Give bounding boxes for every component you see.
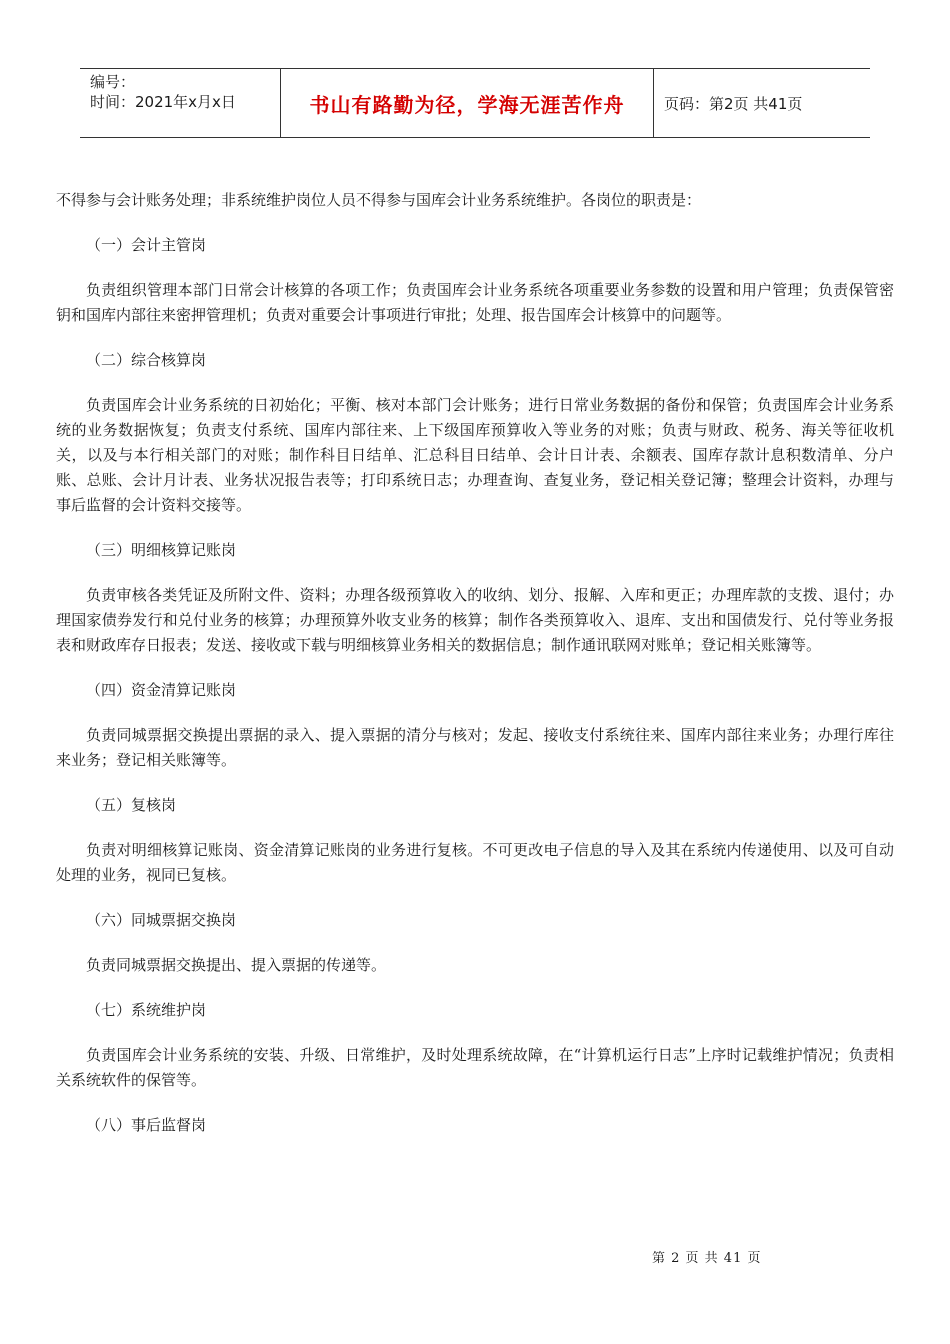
section-heading: （五）复核岗 [86,796,177,814]
section-paragraph: 负责国库会计业务系统的日初始化；平衡、核对本部门会计账务；进行日常业务数据的备份和保管；负责国库会计业务系统的业务数据恢复；负责支付系统、国库内部往来、上下级国库预算收入等业务的对账；负责与财政、税务、海关等征收机关，以及与本行相关部门的对账；制作科目日结单、汇总科目日结单、会计日计表、余额表、国库存款计息积数清单、分户账、总账、会计月计表、业务状况报告表等；打印系统日志；办理查询、查复业务，登记相关登记簿；整理会计资料，办理与事后监督的会计资料交接等。 [56,396,894,514]
section-heading: （八）事后监督岗 [86,1116,207,1134]
page-header [80,68,870,138]
section-paragraph: 负责组织管理本部门日常会计核算的各项工作；负责国库会计业务系统各项重要业务参数的设置和用户管理；负责保管密钥和国库内部往来密押管理机；负责对重要会计事项进行审批；处理、报告国库会计核算中的问题等。 [56,281,894,324]
section-paragraph: 负责同城票据交换提出、提入票据的传递等。 [86,956,387,974]
header-slogan: 书山有路勤为径，学海无涯苦作舟 [281,69,654,137]
intro-paragraph: 不得参与会计账务处理；非系统维护岗位人员不得参与国库会计业务系统维护。各岗位的职责是： [56,191,702,209]
section-heading: （四）资金清算记账岗 [86,681,237,699]
section-heading: （七）系统维护岗 [86,1001,207,1019]
header-meta [80,69,281,137]
header-page-info: 页码：第2页 共41页 [664,94,803,113]
section-heading: （三）明细核算记账岗 [86,541,237,559]
section-paragraph: 负责审核各类凭证及所附文件、资料；办理各级预算收入的收纳、划分、报解、入库和更正；办理库款的支拨、退付；办理国家债券发行和兑付业务的核算；办理预算外收支业务的核算；制作各类预算收入、退库、支出和国债发行、兑付等业务报表和财政库存日报表；发送、接收或下载与明细核算业务相关的数据信息；制作通讯联网对账单；登记相关账簿等。 [56,586,894,654]
document-body [56,188,894,1138]
page-footer: 第 2 页 共 41 页 [652,1251,762,1266]
section-heading: （一）会计主管岗 [86,236,207,254]
section-heading: （六）同城票据交换岗 [86,911,237,929]
section-heading: （二）综合核算岗 [86,351,207,369]
document-date: 时间：2021年x月x日 [90,93,236,111]
document-number: 编号： [90,73,136,91]
section-paragraph: 负责对明细核算记账岗、资金清算记账岗的业务进行复核。不可更改电子信息的导入及其在系统内传递使用、以及可自动处理的业务，视同已复核。 [56,841,894,884]
section-paragraph: 负责同城票据交换提出票据的录入、提入票据的清分与核对；发起、接收支付系统往来、国库内部往来业务；办理行库往来业务；登记相关账簿等。 [56,726,894,769]
section-paragraph: 负责国库会计业务系统的安装、升级、日常维护，及时处理系统故障，在“计算机运行日志”上序时记载维护情况；负责相关系统软件的保管等。 [56,1046,894,1089]
